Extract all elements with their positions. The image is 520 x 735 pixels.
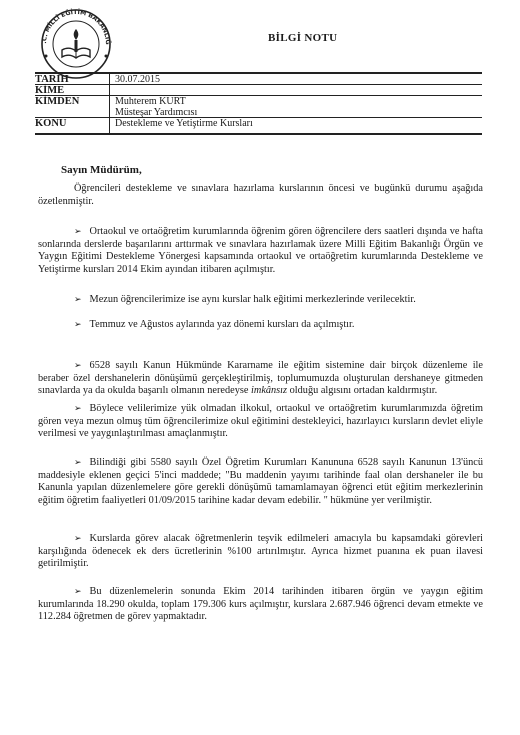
bullet-paragraph-4 [38,360,483,398]
bullet-text: Bilindiği gibi 5580 sayılı Özel Öğretim Kurumları Kanununa 6528 sayılı Kanunun 13'üncü maddesiyle eklenen geçici 5'inci maddede; "Bu maddenin yayımı tarihinde faal olan dershaneler ile bu Kanunla yapılan düzenlemelere göre gerekli dönüşümü tamamlamayan öğrenci etüt eğitim merkezlerinin eğitim öğretim faaliyetleri 01/09/2015 tarihine kadar devam edebilir. " hükmüne yer verilmiştir. [38,457,483,506]
bullet-text: Böylece velilerimize yük olmadan ilkokul, ortaokul ve ortaöğretim kurumlarımızda öğretim gören veya mezun olmuş tüm öğrencilerimize okul eğitimini destekleyici, hazırlayıcı kursların devlet eliyle verilmesi ve yaygınlaştırılması amaçlanmıştır. [38,403,483,439]
recipient-row [35,85,482,96]
bullet-text: Ortaokul ve ortaöğretim kurumlarında öğrenim gören öğrencilere ders saatleri dışında ve hafta sonlarında derslerde başarılarını arttırmak ve sınavlara hazırlamak üzere Milli Eğitim Bakanlığı Örgün ve Yaygın Eğitimi Destekleme Yönergesi kapsamında ortaokul ve ortaöğretim kurumlarında Destekleme ve Yetiştirme kursları 2014 Ekim ayından itibaren açılmıştır. [38,226,483,275]
emphasis-text: imkânsız [251,385,288,396]
sender-value [115,96,197,118]
document-title: BİLGİ NOTU [268,32,338,44]
subject-value: Destekleme ve Yetiştirme Kursları [115,118,253,129]
sender-name: Muhterem KURT [115,96,186,107]
arrow-bullet-icon: ➢ [74,534,82,544]
subject-label: KONU [35,118,67,129]
memo-header-table [35,72,482,135]
date-label: TARİH [35,74,69,85]
arrow-bullet-icon: ➢ [74,404,82,414]
arrow-bullet-icon: ➢ [74,295,82,305]
bullet-text-end: olduğu algısını ortadan kaldırmıştır. [287,385,438,396]
bullet-paragraph-5 [38,403,483,441]
bullet-text: Kurslarda görev alacak öğretmenlerin teşvik edilmeleri amacıyla bu kapsamdaki görevleri karşılığında ödenecek ek ders ücretlerinin %100 artırılmıştır. Ayrıca hizmet puanına ek puan ilavesi getirilmiştir. [38,533,483,569]
bullet-text: Bu düzenlemelerin sonunda Ekim 2014 tarihinden itibaren örgün ve yaygın eğitim kurumlarında 18.290 okulda, toplam 179.306 kurs açılmıştır, kurslara 2.687.946 öğrenci devam etmekte ve 112.284 öğretmen de görev yapmaktadır. [38,586,483,622]
bullet-paragraph-3 [38,319,483,332]
bullet-paragraph-2 [38,294,483,307]
arrow-bullet-icon: ➢ [74,458,82,468]
bullet-paragraph-8 [38,586,483,624]
sender-label: KİMDEN [35,96,80,107]
arrow-bullet-icon: ➢ [74,320,82,330]
greeting: Sayın Müdürüm, [61,164,142,176]
intro-paragraph: Öğrencileri destekleme ve sınavlara hazırlama kurslarının öncesi ve bugünkü durumu aşağıda özetlenmiştir. [38,183,483,207]
bullet-text: 6528 sayılı Kanun Hükmünde Kararname ile eğitim sistemine dair birçok düzenleme ile beraber özel dershanelerin dönüşümü gerçekleştirilmiş, toplumumuzda oluşturulan dershaneye gitmeden sınavlarda ya da okulda başarılı olmanın neredeyse [38,360,483,396]
date-row [35,72,482,85]
subject-row [35,118,482,135]
bullet-paragraph-1 [38,226,483,276]
svg-text:T.C. MİLLÎ EĞİTİM BAKANLIĞI: .C. MİLLÎ EĞİTİM BAKANLIĞ [40,8,112,45]
arrow-bullet-icon: ➢ [74,361,82,371]
sender-title: Müsteşar Yardımcısı [115,107,198,118]
date-value: 30.07.2015 [115,74,160,85]
bullet-text: Mezun öğrencilerimize ise aynı kurslar halk eğitimi merkezlerinde verilecektir. [89,294,416,305]
bullet-paragraph-6 [38,457,483,507]
arrow-bullet-icon: ➢ [74,227,82,237]
ministry-logo [32,4,120,80]
arrow-bullet-icon: ➢ [74,587,82,597]
bullet-paragraph-7 [38,533,483,571]
sender-row [35,96,482,118]
recipient-label: KİME [35,85,65,96]
bullet-text: Temmuz ve Ağustos aylarında yaz dönemi kursları da açılmıştır. [89,319,355,330]
